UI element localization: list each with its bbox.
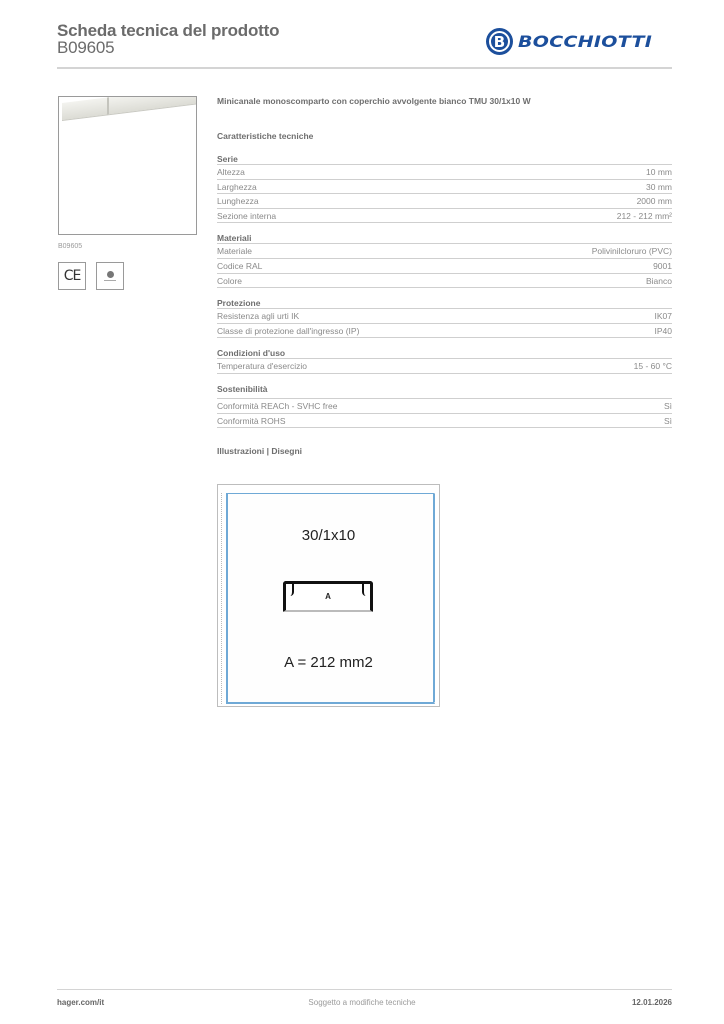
- section-title: Condizioni d'uso: [217, 347, 672, 359]
- section-title: Serie: [217, 153, 672, 165]
- spec-row: Temperatura d'esercizio 15 - 60 °C: [217, 359, 672, 374]
- footer-website[interactable]: hager.com/it: [57, 998, 105, 1007]
- specs-subtitle: Caratteristiche tecniche: [217, 131, 314, 141]
- cable-duct-picture: [62, 96, 197, 121]
- section-protezione: [217, 297, 672, 338]
- spec-row: Conformità ROHS Sì: [217, 414, 672, 429]
- spec-row: Sezione interna 212 - 212 mm²: [217, 209, 672, 224]
- ce-mark-icon: CE: [58, 262, 86, 290]
- section-sostenibilita: [217, 383, 672, 428]
- footer-divider: [57, 989, 672, 990]
- logo-mark-icon: B: [486, 28, 513, 55]
- spec-row: Resistenza agli urti IK IK07: [217, 309, 672, 324]
- header-divider: [57, 67, 672, 69]
- technical-data: [217, 96, 672, 456]
- spec-row: Classe di protezione dall'ingresso (IP) IP40: [217, 324, 672, 339]
- spec-row: Materiale Polivinilcloruro (PVC): [217, 244, 672, 259]
- section-title: Protezione: [217, 297, 672, 309]
- drawing-area-label: A = 212 mm2: [284, 654, 373, 671]
- cross-section-drawing: [217, 484, 440, 707]
- footer-date: 12.01.2026: [631, 998, 672, 1007]
- section-title: Materiali: [217, 232, 672, 244]
- spec-row: Altezza 10 mm: [217, 165, 672, 180]
- spec-row: Larghezza 30 mm: [217, 180, 672, 195]
- imq-mark-icon: [96, 262, 124, 290]
- illustrations-title: Illustrazioni | Disegni: [217, 446, 303, 457]
- spec-row: Conformità REACh - SVHC free Sì: [217, 399, 672, 414]
- profile-area-label: A: [325, 592, 331, 601]
- footer-disclaimer: Soggetto a modifiche tecniche: [308, 998, 416, 1007]
- logo-text: BOCCHIOTTI: [518, 32, 653, 51]
- spec-row: Colore Bianco: [217, 274, 672, 289]
- section-serie: [217, 153, 672, 223]
- section-condizioni-uso: [217, 347, 672, 374]
- product-name: Minicanale monoscomparto con coperchio avvolgente bianco TMU 30/1x10 W: [217, 96, 531, 106]
- spec-row: Codice RAL 9001: [217, 259, 672, 274]
- section-title: Sostenibilità: [217, 383, 268, 394]
- drawing-model-label: 30/1x10: [301, 527, 356, 544]
- spec-row: Lunghezza 2000 mm: [217, 194, 672, 209]
- section-materiali: [217, 232, 672, 288]
- bocchiotti-logo: [486, 28, 652, 55]
- page-title: Scheda tecnica del prodotto: [57, 21, 280, 40]
- product-image: [58, 96, 197, 235]
- duct-profile-icon: [283, 581, 373, 612]
- product-code: B09605: [57, 38, 115, 57]
- image-caption: B09605: [58, 243, 83, 250]
